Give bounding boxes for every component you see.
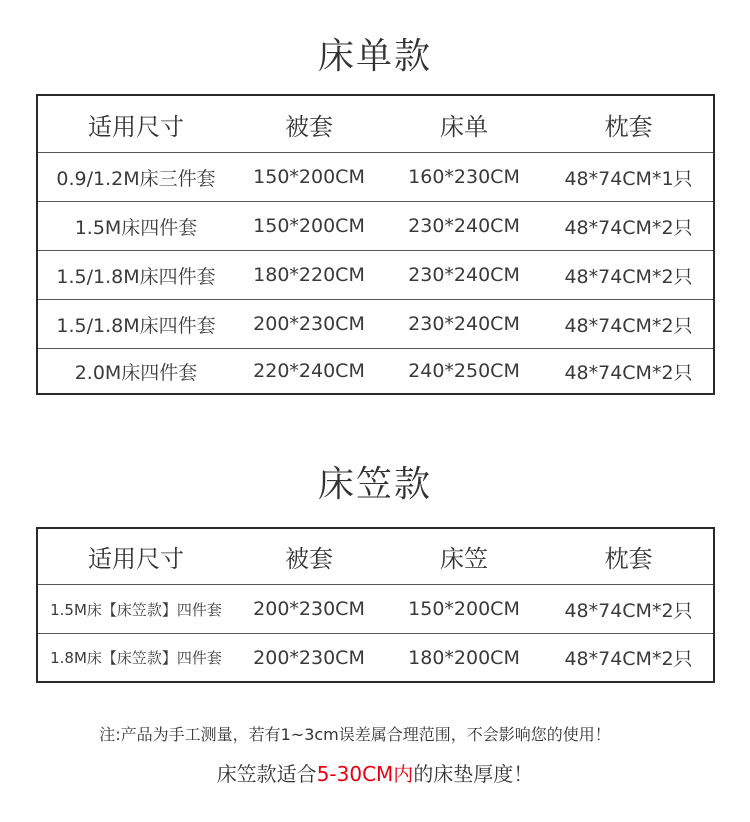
table-row <box>38 348 713 393</box>
size-cell: 1.5M床【床笠款】四件套 <box>50 600 222 619</box>
fitted-cell: 150*200CM <box>408 598 520 620</box>
sheet-cell: 230*240CM <box>408 313 520 335</box>
fitted-note-highlight: 5-30CM内 <box>316 762 414 786</box>
pillow-cell: 48*74CM*2只 <box>564 599 693 622</box>
pillow-cell: 48*74CM*2只 <box>564 361 693 384</box>
header-bedsheet: 床单 <box>440 112 488 141</box>
sheet-cell: 160*230CM <box>408 166 520 188</box>
pillow-cell: 48*74CM*2只 <box>564 314 693 337</box>
size-cell: 1.5/1.8M床四件套 <box>56 265 216 288</box>
pillow-cell: 48*74CM*2只 <box>564 265 693 288</box>
pillow-cell: 48*74CM*2只 <box>564 648 693 670</box>
fitted-note-suffix: 的床垫厚度！ <box>413 762 534 786</box>
fitted-note-prefix: 床笠款适合 <box>216 762 317 786</box>
size-cell: 1.8M床【床笠款】四件套 <box>50 649 222 667</box>
table-row <box>38 633 713 681</box>
measurement-note: 注:产品为手工测量，若有1~3cm误差属合理范围，不会影响您的使用！ <box>99 725 611 744</box>
table-header-row <box>38 96 713 152</box>
table-row <box>38 299 713 348</box>
duvet-cell: 220*240CM <box>253 360 365 382</box>
header-size: 适用尺寸 <box>88 112 184 141</box>
header-duvet-cover: 被套 <box>285 545 333 573</box>
sheet-cell: 230*240CM <box>408 264 520 286</box>
duvet-cell: 150*200CM <box>253 166 365 188</box>
section1-title: 床单款 <box>317 36 432 77</box>
size-cell: 1.5/1.8M床四件套 <box>56 314 216 337</box>
size-cell: 0.9/1.2M床三件套 <box>56 167 216 190</box>
size-cell: 1.5M床四件套 <box>74 216 198 239</box>
duvet-cell: 200*230CM <box>253 313 365 335</box>
header-fitted-sheet: 床笠 <box>440 545 488 573</box>
header-size: 适用尺寸 <box>88 545 184 573</box>
table-row <box>38 201 713 250</box>
table-row <box>38 250 713 299</box>
fitted-sheet-size-table <box>36 527 715 683</box>
duvet-cell: 200*230CM <box>253 646 365 669</box>
table-header-row <box>38 529 713 584</box>
table-row <box>38 584 713 633</box>
header-pillowcase: 枕套 <box>604 112 653 141</box>
sheet-cell: 240*250CM <box>408 360 520 382</box>
header-duvet-cover: 被套 <box>285 112 333 141</box>
section2-title: 床笠款 <box>317 464 432 505</box>
duvet-cell: 150*200CM <box>253 215 365 237</box>
pillow-cell: 48*74CM*1只 <box>564 167 693 190</box>
bedsheet-size-table <box>36 94 715 395</box>
fitted-cell: 180*200CM <box>408 646 520 669</box>
size-cell: 2.0M床四件套 <box>74 361 198 384</box>
table-row <box>38 152 713 201</box>
pillow-cell: 48*74CM*2只 <box>564 216 693 239</box>
duvet-cell: 180*220CM <box>253 264 365 286</box>
header-pillowcase: 枕套 <box>604 545 653 573</box>
duvet-cell: 200*230CM <box>253 598 365 620</box>
fitted-thickness-note <box>0 758 750 787</box>
sheet-cell: 230*240CM <box>408 215 520 237</box>
